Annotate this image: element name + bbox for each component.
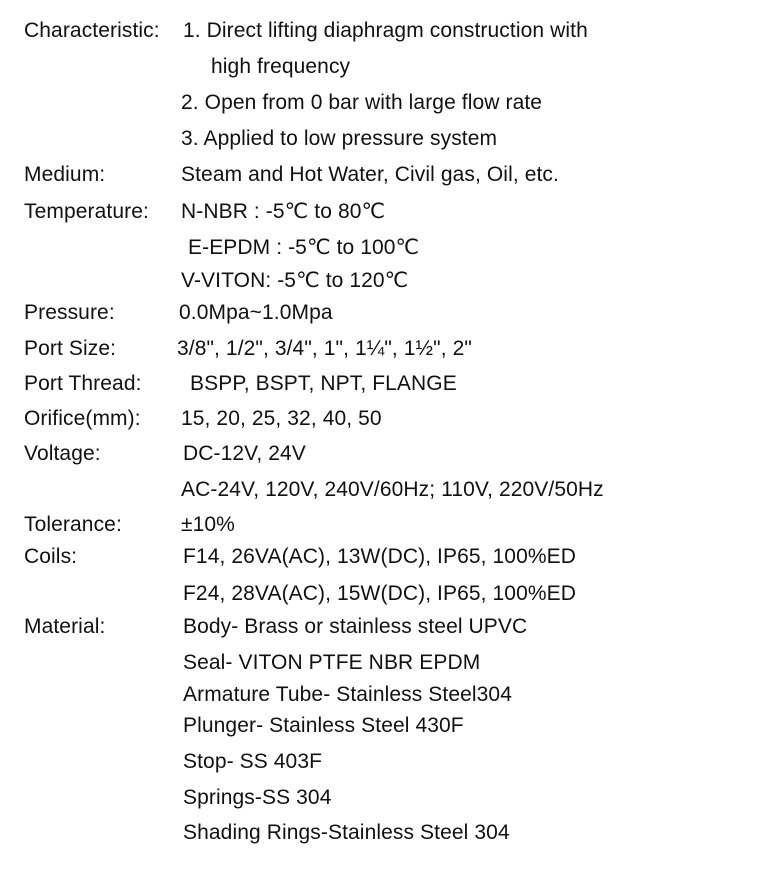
coils-label: Coils: [24, 545, 78, 568]
material-seal: Seal- VITON PTFE NBR EPDM [183, 651, 481, 674]
material-label: Material: [24, 615, 106, 638]
coils-f24: F24, 28VA(AC), 15W(DC), IP65, 100%ED [183, 582, 577, 605]
temperature-label: Temperature: [24, 200, 149, 223]
medium-label: Medium: [24, 163, 106, 186]
material-stop: Stop- SS 403F [183, 750, 323, 773]
tolerance-label: Tolerance: [24, 513, 122, 536]
tolerance-value: ±10% [181, 513, 235, 536]
material-springs: Springs-SS 304 [183, 786, 332, 809]
voltage-label: Voltage: [24, 442, 101, 465]
characteristic-line-3: 3. Applied to low pressure system [181, 127, 498, 150]
material-body: Body- Brass or stainless steel UPVC [183, 615, 528, 638]
orifice-value: 15, 20, 25, 32, 40, 50 [181, 407, 382, 430]
port-thread-label: Port Thread: [24, 372, 142, 395]
orifice-label: Orifice(mm): [24, 407, 141, 430]
medium-value: Steam and Hot Water, Civil gas, Oil, etc. [181, 163, 559, 186]
port-thread-value: BSPP, BSPT, NPT, FLANGE [190, 372, 457, 395]
port-size-value: 3/8", 1/2", 3/4", 1", 1¼", 1½", 2" [177, 337, 472, 360]
temperature-nbr: N-NBR : -5℃ to 80℃ [181, 200, 386, 223]
characteristic-line-1-continued: high frequency [211, 55, 351, 78]
coils-f14: F14, 26VA(AC), 13W(DC), IP65, 100%ED [183, 545, 577, 568]
voltage-ac: AC-24V, 120V, 240V/60Hz; 110V, 220V/50Hz [181, 478, 604, 501]
temperature-epdm: E-EPDM : -5℃ to 100℃ [188, 236, 420, 259]
characteristic-line-1: 1. Direct lifting diaphragm construction with [183, 19, 588, 42]
material-plunger: Plunger- Stainless Steel 430F [183, 714, 464, 737]
port-size-label: Port Size: [24, 337, 117, 360]
voltage-dc: DC-12V, 24V [183, 442, 306, 465]
temperature-viton: V-VITON: -5℃ to 120℃ [181, 269, 409, 292]
material-shading-rings: Shading Rings-Stainless Steel 304 [183, 821, 510, 844]
characteristic-line-2: 2. Open from 0 bar with large flow rate [181, 91, 543, 114]
pressure-value: 0.0Mpa~1.0Mpa [179, 301, 333, 324]
material-armature-tube: Armature Tube- Stainless Steel304 [183, 683, 512, 706]
characteristic-label: Characteristic: [24, 19, 160, 42]
pressure-label: Pressure: [24, 301, 115, 324]
